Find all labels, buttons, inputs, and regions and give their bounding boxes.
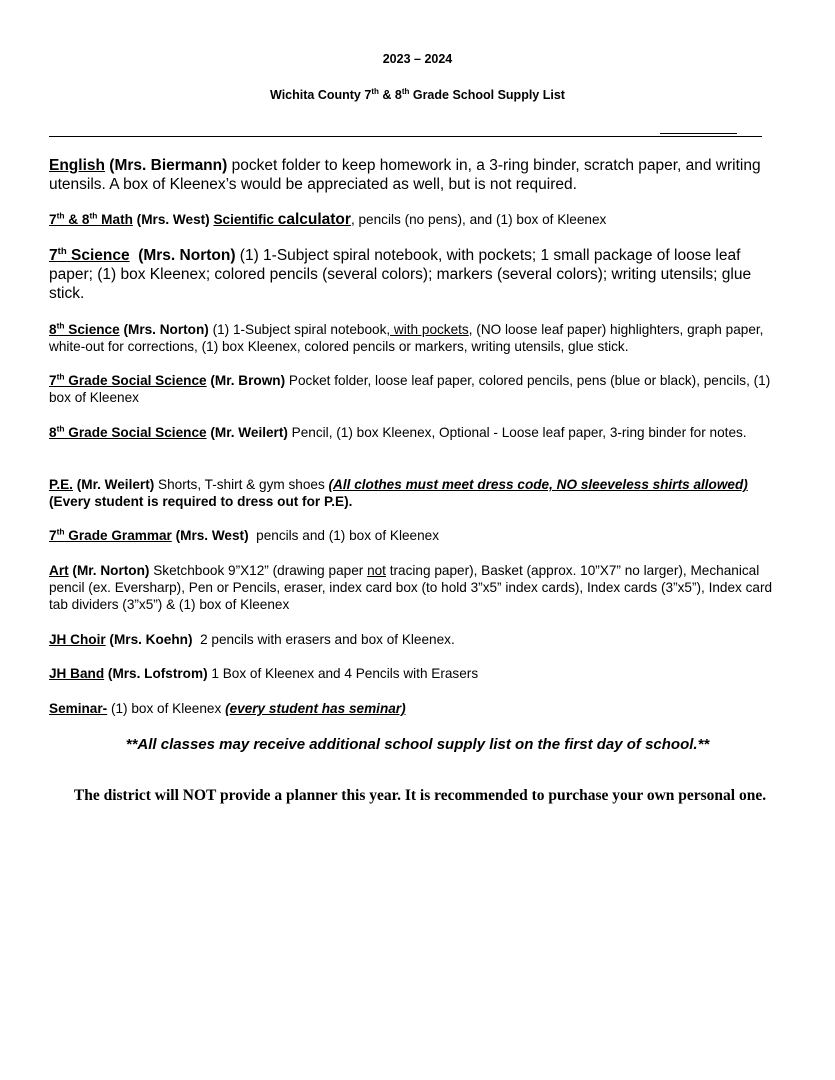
subject-superscript: th: [57, 245, 67, 257]
subject-superscript: th: [56, 210, 65, 221]
teacher-name: (Mrs. Norton): [129, 247, 236, 264]
subject-name: Art: [49, 563, 69, 578]
title-superscript: th: [401, 87, 410, 96]
subject-name: [49, 528, 172, 543]
subject-name: JH Choir: [49, 632, 106, 647]
supply-items: (1) 1-Subject spiral notebook, with pockets; 1 small package of loose leaf paper; (1) box Kleenex; colored pencils (several colors); markers (several colors); writing utensils; glue stick.: [49, 247, 752, 302]
calculator-label: Scientific: [213, 212, 278, 227]
teacher-name: (Mr. Norton): [68, 563, 150, 578]
supply-items: (1) box of Kleenex: [107, 701, 226, 716]
supply-items: pencils and (1) box of Kleenex: [248, 528, 440, 543]
subject-part: Math: [97, 212, 133, 227]
supply-items: Sketchbook 9”X12” (drawing paper: [149, 563, 368, 578]
entry-pe: [49, 476, 779, 510]
supply-items: 2 pencils with erasers and box of Kleenex.: [192, 632, 455, 647]
entry-social-science-8th: [49, 424, 779, 441]
supply-items: 1 Box of Kleenex and 4 Pencils with Erasers: [207, 666, 479, 681]
subject-name: [49, 322, 120, 337]
title-text: & 8: [378, 88, 402, 103]
calculator-word: calculator: [277, 211, 351, 228]
page-title: [0, 87, 835, 102]
title-text: Grade School Supply List: [409, 88, 565, 103]
supply-items: Shorts, T-shirt & gym shoes: [154, 477, 329, 492]
teacher-name: (Mr. Brown): [206, 373, 286, 388]
subject-superscript: th: [56, 423, 65, 434]
planner-notice: The district will NOT provide a planner this year. It is recommended to purchase your own personal one.: [73, 787, 767, 804]
entry-seminar: [49, 700, 779, 717]
school-year: 2023 – 2024: [382, 52, 453, 66]
teacher-name: (Mrs. Lofstrom): [104, 666, 208, 681]
subject-part: 8: [49, 425, 57, 440]
teacher-name: (Mrs. Koehn): [105, 632, 193, 647]
subject-name: [49, 425, 207, 440]
subject-part: 7: [49, 528, 57, 543]
subject-part: Grade Social Science: [64, 425, 207, 440]
title-text: Wichita County 7: [270, 88, 372, 103]
entry-science-7th: [49, 246, 779, 303]
subject-name: English: [49, 157, 105, 174]
subject-name: P.E.: [49, 477, 73, 492]
title-superscript: th: [371, 87, 379, 96]
dress-out-note: (Every student is required to dress out for P.E): [49, 477, 763, 509]
entry-art: [49, 562, 779, 613]
teacher-name: (Mr. Weilert): [206, 425, 288, 440]
subject-part: Science: [66, 247, 130, 264]
subject-part: 7: [49, 212, 57, 227]
subject-part: Grade Grammar: [64, 528, 172, 543]
subject-superscript: th: [56, 371, 65, 382]
entry-english: [49, 156, 779, 194]
supply-items: , (NO loose leaf paper) highlighters, graph paper, white-out for corrections, (1) box Kleenex, colored pencils or markers, writing utensils, glue stick.: [49, 322, 764, 354]
subject-part: Grade Social Science: [64, 373, 207, 388]
supply-items: pocket folder to keep homework in, a 3-ring binder, scratch paper, and writing utensils. A box of Kleenex’s would be appreciated as well, but is not required.: [49, 157, 761, 193]
subject-superscript: th: [56, 526, 65, 537]
entry-grammar-7th: [49, 527, 779, 544]
subject-name: [49, 212, 133, 227]
subject-name: Seminar-: [49, 701, 108, 716]
entry-jh-band: [49, 665, 779, 682]
dress-code-note: (All clothes must meet dress code, NO sleeveless shirts allowed): [328, 477, 748, 492]
additional-supplies-note: **All classes may receive additional school supply list on the first day of school.**: [125, 736, 710, 753]
supply-items: , pencils (no pens), and (1) box of Kleenex: [350, 212, 607, 227]
teacher-name: (Mrs. West): [171, 528, 249, 543]
subject-part: & 8: [64, 212, 90, 227]
supply-items: Pocket folder, loose leaf paper, colored pencils, pens (blue or black), pencils, (1) box of Kleenex: [49, 373, 771, 405]
supply-items: Pencil, (1) box Kleenex, Optional - Loose leaf paper, 3-ring binder for notes.: [287, 425, 747, 440]
subject-part: 7: [49, 373, 57, 388]
emphasis-not: not: [367, 563, 386, 578]
subject-name: [49, 373, 207, 388]
subject-superscript: th: [89, 210, 98, 221]
teacher-name: (Mrs. Norton): [119, 322, 213, 337]
subject-part: Science: [64, 322, 120, 337]
supply-items-underlined: , with pockets: [386, 322, 469, 337]
subject-superscript: th: [56, 320, 65, 331]
entry-science-8th: [49, 321, 779, 355]
subject-part: 8: [49, 322, 57, 337]
entry-jh-choir: [49, 631, 779, 648]
header-divider: [49, 136, 762, 137]
subject-name: [49, 247, 130, 264]
subject-part: 7: [49, 247, 58, 264]
teacher-name: (Mr. Weilert): [72, 477, 155, 492]
calculator-requirement: [213, 212, 350, 227]
entry-math: [49, 211, 779, 228]
subject-name: JH Band: [49, 666, 105, 681]
teacher-name: (Mrs. Biermann): [104, 157, 228, 174]
entry-end: .: [348, 494, 353, 509]
entry-social-science-7th: [49, 372, 779, 406]
seminar-note: (every student has seminar): [225, 701, 406, 716]
teacher-name: (Mrs. West): [132, 212, 214, 227]
header-divider-accent: [660, 133, 737, 134]
supply-items: tracing paper), Basket (approx. 10”X7” no larger), Mechanical pencil (ex. Eversharp), Pen or Pencils, eraser, index card box (to hold 3”x5” index cards), Index cards (3”x5”), Index card tab dividers (3”x5”) & (1) box of Kleenex: [49, 563, 773, 612]
supply-items: (1) 1-Subject spiral notebook: [212, 322, 387, 337]
